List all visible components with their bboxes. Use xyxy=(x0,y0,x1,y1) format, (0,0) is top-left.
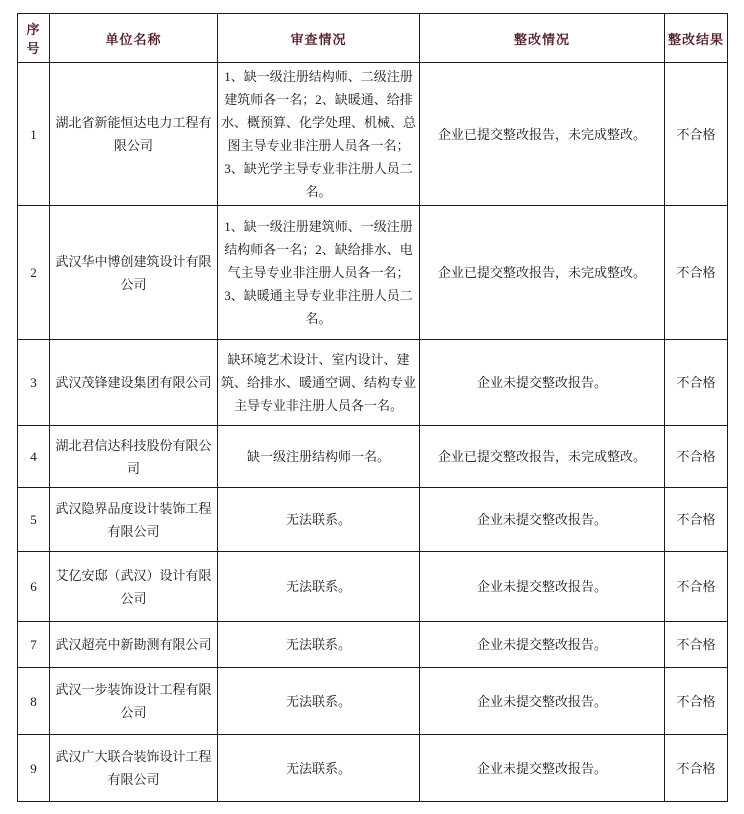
cell-serial-number: 5 xyxy=(18,488,50,552)
cell-company-name: 武汉茂锋建设集团有限公司 xyxy=(50,340,218,426)
cell-rectification-result: 不合格 xyxy=(665,340,728,426)
cell-company-name: 武汉华中博创建筑设计有限公司 xyxy=(50,206,218,340)
cell-rectification-status: 企业已提交整改报告，未完成整改。 xyxy=(420,426,665,488)
cell-rectification-status: 企业未提交整改报告。 xyxy=(420,622,665,668)
cell-review-status: 无法联系。 xyxy=(218,552,420,622)
cell-review-status: 缺环境艺术设计、室内设计、建筑、给排水、暖通空调、结构专业主导专业非注册人员各一名。 xyxy=(218,340,420,426)
table-row xyxy=(18,552,728,622)
cell-rectification-status: 企业未提交整改报告。 xyxy=(420,340,665,426)
cell-rectification-status: 企业未提交整改报告。 xyxy=(420,552,665,622)
header-row xyxy=(18,14,728,63)
cell-company-name: 武汉超亮中新勘测有限公司 xyxy=(50,622,218,668)
cell-review-status: 缺一级注册结构师一名。 xyxy=(218,426,420,488)
cell-company-name: 艾亿安邸（武汉）设计有限公司 xyxy=(50,552,218,622)
cell-company-name: 武汉隐界品度设计装饰工程有限公司 xyxy=(50,488,218,552)
cell-serial-number: 6 xyxy=(18,552,50,622)
cell-serial-number: 4 xyxy=(18,426,50,488)
table-row xyxy=(18,206,728,340)
cell-review-status: 无法联系。 xyxy=(218,668,420,735)
table-row xyxy=(18,735,728,802)
cell-serial-number: 9 xyxy=(18,735,50,802)
cell-serial-number: 8 xyxy=(18,668,50,735)
cell-rectification-result: 不合格 xyxy=(665,488,728,552)
table-row xyxy=(18,340,728,426)
cell-serial-number: 1 xyxy=(18,63,50,206)
column-header-rectification-status: 整改情况 xyxy=(420,14,665,63)
table-row xyxy=(18,426,728,488)
inspection-result-table xyxy=(17,13,728,802)
cell-company-name: 武汉广大联合装饰设计工程有限公司 xyxy=(50,735,218,802)
cell-company-name: 湖北省新能恒达电力工程有限公司 xyxy=(50,63,218,206)
table-row xyxy=(18,63,728,206)
cell-review-status: 无法联系。 xyxy=(218,488,420,552)
cell-review-status: 1、缺一级注册结构师、二级注册建筑师各一名；2、缺暖通、给排水、概预算、化学处理、机械、总图主导专业非注册人员各一名；3、缺光学主导专业非注册人员二名。 xyxy=(218,63,420,206)
table-body xyxy=(18,63,728,802)
cell-rectification-status: 企业已提交整改报告，未完成整改。 xyxy=(420,206,665,340)
cell-rectification-result: 不合格 xyxy=(665,668,728,735)
column-header-serial-number: 序号 xyxy=(18,14,50,63)
table-row xyxy=(18,668,728,735)
cell-company-name: 武汉一步装饰设计工程有限公司 xyxy=(50,668,218,735)
cell-serial-number: 2 xyxy=(18,206,50,340)
cell-rectification-result: 不合格 xyxy=(665,552,728,622)
cell-rectification-result: 不合格 xyxy=(665,206,728,340)
cell-rectification-status: 企业未提交整改报告。 xyxy=(420,668,665,735)
column-header-rectification-result: 整改结果 xyxy=(665,14,728,63)
cell-serial-number: 7 xyxy=(18,622,50,668)
cell-review-status: 1、缺一级注册建筑师、一级注册结构师各一名；2、缺给排水、电气主导专业非注册人员各一名；3、缺暖通主导专业非注册人员二名。 xyxy=(218,206,420,340)
cell-rectification-result: 不合格 xyxy=(665,426,728,488)
column-header-review-status: 审查情况 xyxy=(218,14,420,63)
cell-review-status: 无法联系。 xyxy=(218,735,420,802)
cell-serial-number: 3 xyxy=(18,340,50,426)
table-row xyxy=(18,622,728,668)
table-row xyxy=(18,488,728,552)
cell-rectification-result: 不合格 xyxy=(665,63,728,206)
cell-rectification-status: 企业已提交整改报告，未完成整改。 xyxy=(420,63,665,206)
cell-rectification-status: 企业未提交整改报告。 xyxy=(420,735,665,802)
cell-rectification-result: 不合格 xyxy=(665,735,728,802)
cell-company-name: 湖北君信达科技股份有限公司 xyxy=(50,426,218,488)
document-page xyxy=(0,13,744,814)
column-header-company-name: 单位名称 xyxy=(50,14,218,63)
cell-rectification-result: 不合格 xyxy=(665,622,728,668)
cell-rectification-status: 企业未提交整改报告。 xyxy=(420,488,665,552)
cell-review-status: 无法联系。 xyxy=(218,622,420,668)
